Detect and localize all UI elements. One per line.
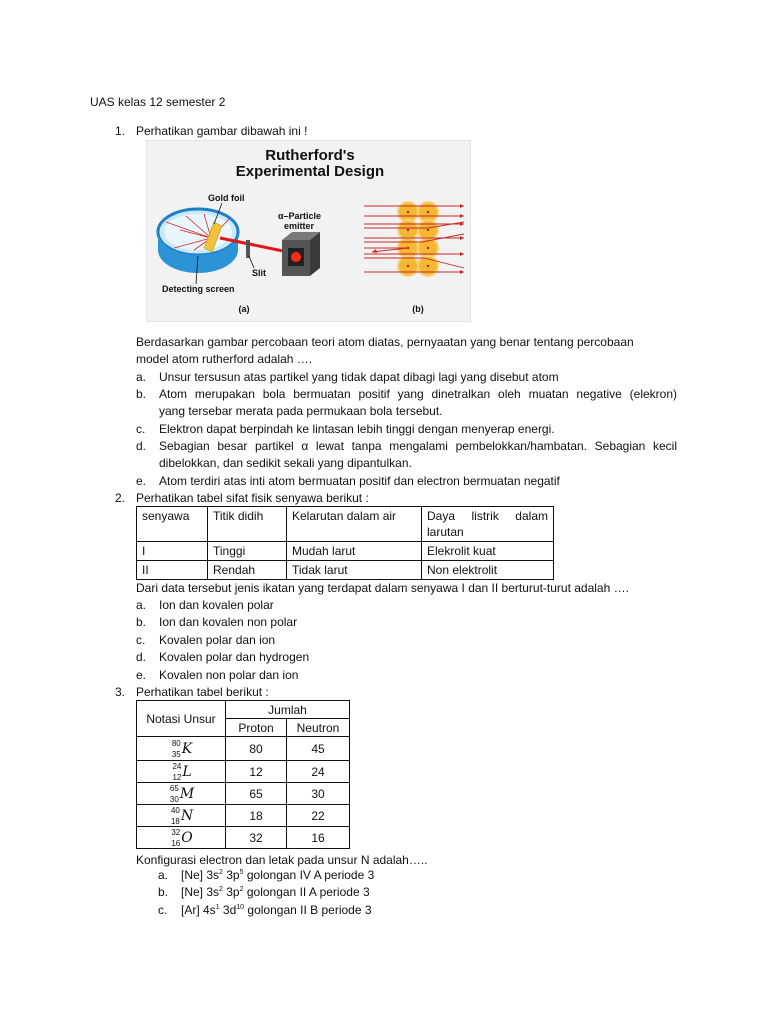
nuclide-notation (137, 737, 226, 761)
option-d-text[interactable]: Sebagian besar partikel α lewat tanpa mengalami pembelokkan/hambatan. Sebagian kecil (159, 439, 677, 453)
proton-cell: 12 (226, 761, 287, 783)
nuclide-notation (137, 805, 226, 827)
element-symbol: O (181, 829, 193, 846)
option-c-text[interactable]: [Ar] $4s^1$ $3d^{10}$ golongan II B periode 3 (181, 903, 372, 917)
option-d-text[interactable]: Kovalen polar dan hydrogen (159, 650, 310, 664)
element-symbol: M (179, 785, 195, 802)
figure-title-2: Experimental Design (235, 163, 385, 180)
table-cell: Elekrolit kuat (422, 542, 554, 561)
proton-cell: 18 (226, 805, 287, 827)
option-a-text[interactable]: Unsur tersusun atas partikel yang tidak dapat dibagi lagi yang disebut atom (159, 370, 559, 384)
neutron-cell: 45 (287, 737, 350, 761)
option-letter: d. (136, 439, 147, 453)
option-letter: e. (136, 668, 147, 682)
nuclide-notation (137, 827, 226, 849)
option-letter: e. (136, 474, 147, 488)
emitter-label-2: emitter (284, 221, 315, 231)
header-cell-line: Daya listrik dalam (427, 509, 548, 523)
question-number: 3. (115, 685, 126, 699)
mass-number: 80 (171, 738, 181, 748)
option-a-text[interactable]: [Ne] $3s^2$ $3p^5$ golongan IV A periode 3 (181, 868, 375, 882)
table-cell: Tinggi (208, 542, 287, 561)
option-letter: a. (136, 370, 147, 384)
neutron-cell: 16 (287, 827, 350, 849)
option-b-text[interactable]: [Ne] $3s^2$ $3p^2$ golongan II A periode 3 (181, 885, 370, 899)
nuclide-notation (137, 783, 226, 805)
question-stem: Konfigurasi electron dan letak pada unsur N adalah….. (136, 853, 428, 867)
question-prompt: Perhatikan tabel berikut : (136, 685, 269, 699)
option-letter: b. (136, 387, 147, 401)
atomic-number: 16 (171, 838, 181, 848)
question-prompt: Perhatikan tabel sifat fisik senyawa berikut : (136, 491, 369, 505)
gold-foil-label: Gold foil (208, 193, 245, 203)
table-cell: Mudah larut (287, 542, 422, 561)
proton-cell: 80 (226, 737, 287, 761)
atomic-number: 18 (170, 816, 180, 826)
nuclide-notation (137, 761, 226, 783)
neutron-cell: 30 (287, 783, 350, 805)
header-proton: Proton (226, 719, 287, 737)
slit-label: Slit (252, 268, 267, 278)
option-letter: a. (136, 598, 147, 612)
proton-cell: 65 (226, 783, 287, 805)
table-row (137, 805, 350, 827)
neutron-cell: 22 (287, 805, 350, 827)
page-title: UAS kelas 12 semester 2 (90, 95, 226, 109)
option-letter: a. (158, 868, 169, 882)
question-number: 2. (115, 491, 126, 505)
option-letter: b. (136, 615, 147, 629)
header-cell: senyawa (137, 507, 208, 542)
detecting-screen-label: Detecting screen (162, 284, 235, 294)
option-e-text[interactable]: Kovalen non polar dan ion (159, 668, 299, 682)
question-number: 1. (115, 124, 126, 138)
mass-number: 65 (169, 783, 179, 793)
rutherford-figure (146, 140, 471, 322)
mass-number: 40 (170, 805, 180, 815)
option-letter: d. (136, 650, 147, 664)
option-c-text[interactable]: Kovalen polar dan ion (159, 633, 276, 647)
mass-number: 24 (172, 761, 182, 771)
physical-properties-table (136, 506, 554, 580)
table-cell: I (137, 542, 208, 561)
atomic-number: 30 (169, 794, 179, 804)
figure-title-1: Rutherford's (265, 147, 355, 164)
figure-label-a: (a) (238, 304, 250, 314)
option-letter: c. (158, 903, 168, 917)
proton-cell: 32 (226, 827, 287, 849)
element-symbol: K (181, 740, 193, 757)
table-header-row (137, 507, 554, 542)
mass-number: 32 (171, 827, 181, 837)
header-cell: Kelarutan dalam air (287, 507, 422, 542)
question-stem-line1: Berdasarkan gambar percobaan teori atom diatas, pernyaatan yang benar tentang percobaan (136, 335, 634, 349)
option-letter: c. (136, 422, 146, 436)
header-neutron: Neutron (287, 719, 350, 737)
table-cell: II (137, 561, 208, 580)
option-letter: b. (158, 885, 169, 899)
header-notation: Notasi Unsur (137, 701, 226, 737)
table-row (137, 542, 554, 561)
question-prompt: Perhatikan gambar dibawah ini ! (136, 124, 308, 138)
table-cell: Tidak larut (287, 561, 422, 580)
option-letter: c. (136, 633, 146, 647)
option-c-text[interactable]: Elektron dapat berpindah ke lintasan lebih tinggi dengan menyerap energi. (159, 422, 555, 436)
element-symbol: N (180, 807, 194, 824)
header-cell: Titik didih (208, 507, 287, 542)
table-cell: Rendah (208, 561, 287, 580)
emitter-label-1: α–Particle (278, 211, 322, 221)
question-stem-line2: model atom rutherford adalah …. (136, 352, 313, 366)
table-row (137, 783, 350, 805)
neutron-cell: 24 (287, 761, 350, 783)
option-a-text[interactable]: Ion dan kovalen polar (159, 598, 274, 612)
table-row (137, 827, 350, 849)
atomic-number: 12 (172, 772, 182, 782)
atomic-number: 35 (171, 749, 181, 759)
element-symbol: L (182, 763, 192, 780)
table-cell: Non elektrolit (422, 561, 554, 580)
header-jumlah: Jumlah (226, 701, 350, 719)
nuclide-table (136, 700, 350, 849)
header-cell (422, 507, 554, 542)
table-row (137, 561, 554, 580)
table-row (137, 737, 350, 761)
table-row (137, 761, 350, 783)
question-stem: Dari data tersebut jenis ikatan yang terdapat dalam senyawa I dan II berturut-turut adalah …. (136, 581, 629, 595)
figure-label-b: (b) (412, 304, 424, 314)
option-d-text-cont[interactable]: dibelokkan, dan sedikit sekali yang dipantulkan. (159, 456, 412, 470)
option-e-text[interactable]: Atom terdiri atas inti atom bermuatan positif dan electron bermuatan negatif (159, 474, 560, 488)
option-b-text-cont[interactable]: yang tersebar merata pada permukaan bola tersebut. (159, 404, 443, 418)
option-b-text[interactable]: Ion dan kovalen non polar (159, 615, 298, 629)
option-b-text[interactable]: Atom merupakan bola bermuatan positif yang dinetralkan oleh muatan negative (elekron) (159, 387, 677, 401)
header-cell-line: larutan (427, 525, 464, 539)
